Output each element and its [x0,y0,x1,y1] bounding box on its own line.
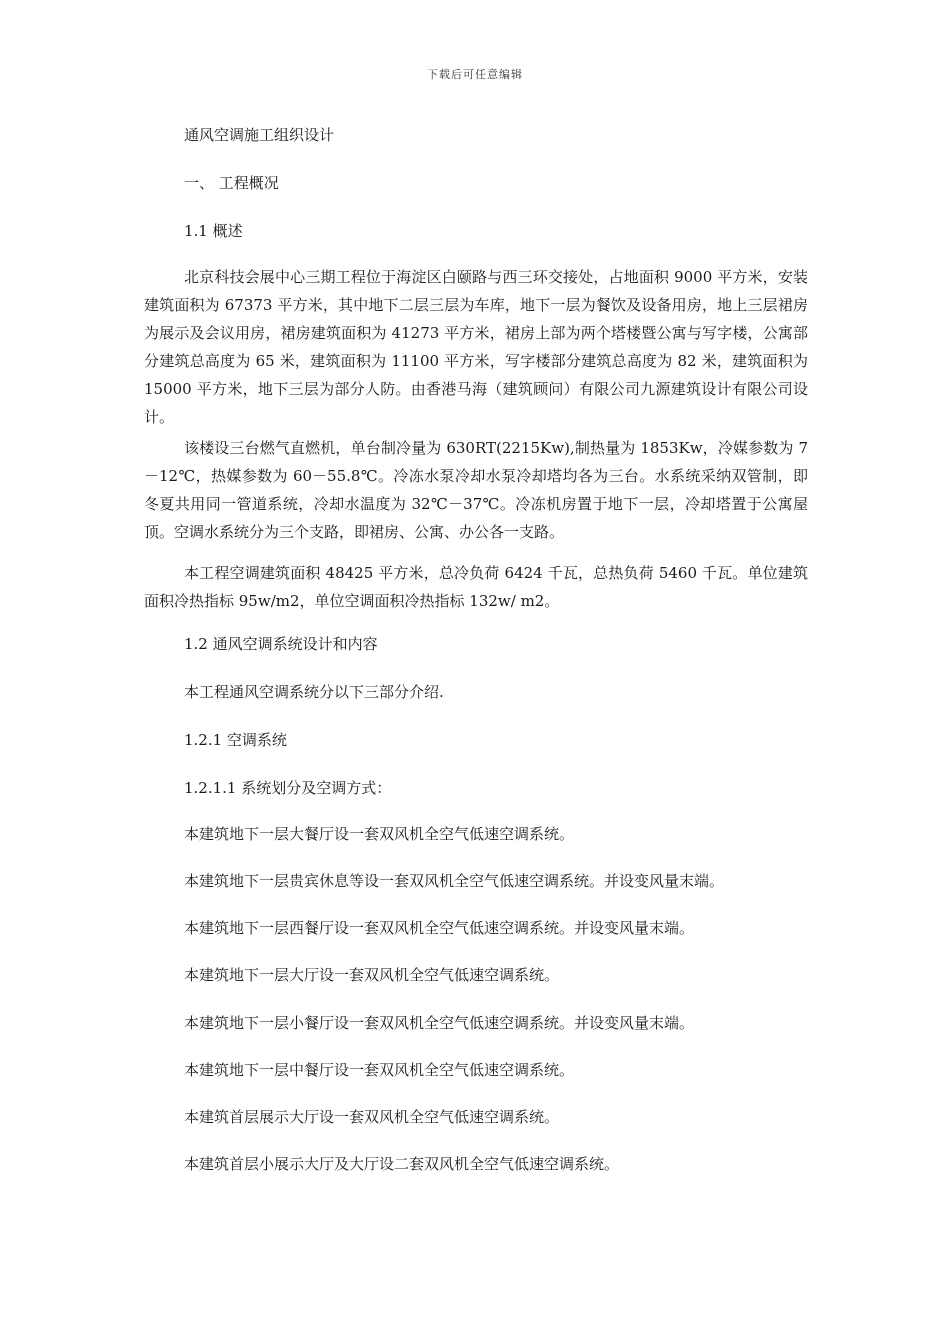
paragraph-load: 本工程空调建筑面积 48425 平方米，总冷负荷 6424 千瓦，总热负荷 5460 千瓦。单位建筑面积冷热指标 95w/m2，单位空调面积冷热指标 132w/ m2。 [144,564,808,610]
document-title: 通风空调施工组织设计 [184,126,335,144]
section-heading-1: 一、 工程概况 [184,174,279,192]
subsection-heading-1-2-1: 1.2.1 空调系统 [184,731,287,749]
system-item: 本建筑首层小展示大厅及大厅设二套双风机全空气低速空调系统。 [184,1155,620,1173]
system-item: 本建筑地下一层贵宾休息等设一套双风机全空气低速空调系统。并设变风量末端。 [184,872,725,890]
subsection-heading-1-1: 1.1 概述 [184,222,243,240]
paragraph-overview: 北京科技会展中心三期工程位于海淀区白颐路与西三环交接处，占地面积 9000 平方米，安装建筑面积为 67373 平方米，其中地下二层三层为车库，地下一层为餐饮及设备用房，地上三层裙房为展示及会议用房，裙房建筑面积为 41273 平方米，裙房上部为两个塔楼暨公寓与写字楼，公寓部分建筑总高度为 65 米，建筑面积为 11100 平方米，写字楼部分建筑总高度为 82 米，建筑面积为 15000 平方米，地下三层为部分人防。由香港马海（建筑顾问）有限公司九源建筑设计有限公司设计。 [144,268,808,426]
subsection-heading-1-2: 1.2 通风空调系统设计和内容 [184,635,378,653]
paragraph-equipment: 该楼设三台燃气直燃机，单台制冷量为 630RT(2215Kw),制热量为 1853Kw，冷媒参数为 7－12℃，热媒参数为 60－55.8℃。冷冻水泵冷却水泵冷却塔均各为三台。水系统采纳双管制，即冬夏共用同一管道系统，冷却水温度为 32℃－37℃。冷冻机房置于地下一层，冷却塔置于公寓屋顶。空调水系统分为三个支路，即裙房、公寓、办公各一支路。 [144,439,808,541]
system-item: 本建筑地下一层小餐厅设一套双风机全空气低速空调系统。并设变风量末端。 [184,1014,695,1032]
system-item: 本建筑地下一层大餐厅设一套双风机全空气低速空调系统。 [184,825,575,843]
intro-1-2: 本工程通风空调系统分以下三部分介绍. [184,683,444,701]
system-item: 本建筑地下一层大厅设一套双风机全空气低速空调系统。 [184,966,560,984]
header-note: 下载后可任意编辑 [427,68,523,81]
system-item: 本建筑首层展示大厅设一套双风机全空气低速空调系统。 [184,1108,560,1126]
subsection-heading-1-2-1-1: 1.2.1.1 系统划分及空调方式： [184,779,392,797]
system-item: 本建筑地下一层西餐厅设一套双风机全空气低速空调系统。并设变风量末端。 [184,919,695,937]
system-item: 本建筑地下一层中餐厅设一套双风机全空气低速空调系统。 [184,1061,575,1079]
